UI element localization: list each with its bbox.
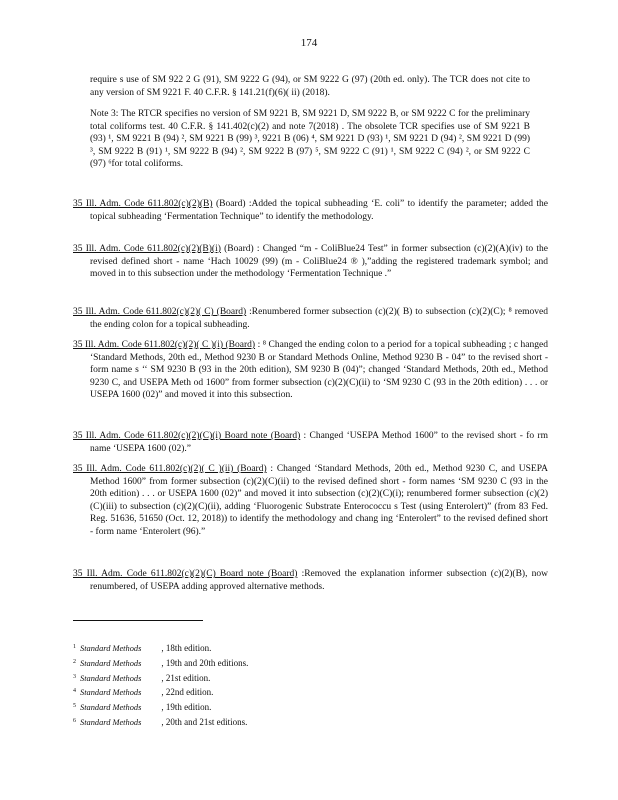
intro-paragraph-1: [90, 74, 530, 99]
footnote: [73, 641, 473, 656]
footnote-number: 5: [73, 703, 76, 710]
entry-text: :Renumbered former subsection (c)(2)( B) to subsection (c)(2)(C); ⁸ removed the ending colon for a topical subheading.: [90, 307, 548, 330]
footnote: [73, 656, 473, 671]
footnote-text: , 18th edition.: [161, 643, 212, 653]
footnote-source: Standard Methods: [80, 703, 142, 713]
entry-text: (Board) : Changed “m - ColiBlue24 Test” in former subsection (c)(2)(A)(iv) to the revised defined short - name ‘Hach 10029 (99) (m - ColiBlue24 ® ),”adding the registered trademark symbol; and moved in to this subsection under the methodology ‘Fermentation Technique .”: [90, 244, 548, 279]
amendment-entry: [73, 243, 548, 281]
footnote-text: , 21st edition.: [161, 672, 211, 683]
amendment-entry: [73, 430, 548, 455]
code-citation: 35 Ill. Adm. Code 611.802(c)(2)(C) Board note (Board): [73, 569, 298, 579]
footnote: [73, 671, 473, 686]
footnote-divider: [73, 620, 203, 621]
intro-paragraph-2: [90, 108, 530, 171]
footnote-number: 1: [73, 644, 76, 650]
code-citation: 35 Ill. Adm. Code 611.802(c)(2)(B)(i): [73, 244, 221, 254]
amendment-entry: [73, 198, 548, 223]
footnotes: [73, 641, 473, 730]
code-citation: 35 Ill. Adm. Code 611.802(c)(2)( C )(i) (Board): [73, 340, 256, 350]
amendment-entry: [73, 306, 548, 331]
code-citation: 35 Ill. Adm. Code 611.802(c)(2)(C)(i) Board note (Board): [73, 431, 301, 441]
code-citation: 35 Ill. Adm. Code 611.802(c)(2)( C )(ii) (Board): [73, 464, 267, 474]
entry-text: :Removed the explanation informer subsection (c)(2)(B), now renumbered, of USEPA adding approved alternative methods.: [90, 569, 548, 592]
footnote: [73, 700, 473, 715]
intro-text-2: Note 3: The RTCR specifies no version of SM 9221 B, SM 9221 D, SM 9222 B, or SM 9222 C for the preliminary total coliforms test. 40 C.F.R. § 141.402(c)(2) and note 7(2018) . The obsolete TCR specifies use of SM 9221 B (93) ¹, SM 9221 B (94) ², SM 9221 B (99) ³, 9221 B (06) ⁴, SM 9221 D (93) ¹, SM 9221 D (94) ², SM 9221 D (99) ³, SM 9222 B (91) ¹, SM 9222 B (94) ², SM 9222 B (97) ⁵, SM 9222 C (91) ¹, SM 9222 C (94) ², or SM 9222 C (97) ⁶for total coliforms.: [90, 109, 530, 169]
footnote-number: 3: [73, 673, 76, 680]
footnote-number: 4: [73, 688, 76, 695]
footnote-text: , 19th edition.: [161, 702, 212, 713]
amendment-entry: [73, 568, 548, 593]
footnote-source: Standard Methods: [80, 644, 142, 653]
footnote-source: Standard Methods: [80, 688, 142, 698]
footnote-text: , 20th and 21st editions.: [161, 716, 248, 727]
intro-text-1: require s use of SM 922 2 G (91), SM 9222 G (94), or SM 9222 G (97) (20th ed. only). The TCR does not cite to any version of SM 9221 F. 40 C.F.R. § 141.21(f)(6)( ii) (2018).: [90, 75, 530, 98]
entry-text: : ⁸ Changed the ending colon to a period for a topical subheading ; c hanged ‘Standard Methods, 20th ed., Method 9230 B or Standard Methods Online, Method 9230 B - 04” to the revised short -form name s ‘‘ SM 9230 B (93 in the 20th edition), SM 9230 B (04)”; changed ‘Standard Methods, 20th ed., Method 9230 C, and USEPA Meth od 1600” from former subsection (c)(2)(C)(ii) to ‘SM 9230 C (93 in the 20th edition) . . . or USEPA 1600 (02)” and moved it into this subsection.: [90, 340, 548, 400]
entry-text: : Changed ‘USEPA Method 1600” to the revised short - fo rm name ‘USEPA 1600 (02).”: [90, 431, 548, 454]
entry-text: : Changed ‘Standard Methods, 20th ed., Method 9230 C, and USEPA Method 1600” from former subsection (c)(2)(C)(ii) to the revised defined short - form names ‘SM 9230 C (93 in the 20th edition) . . . or USEPA 1600 (02)” and moved it into subsection (c)(2)(C)(i); renumbered former subsection (c)(2)(C)(iii) to subsection (c)(2)(C)(ii), adding ‘Fluorogenic Substrate Enterococcu s Test (using Enterolert)” (from 83 Fed. Reg. 51636, 51650 (Oct. 12, 2018)) to identify the methodology and chang ing ‘Enterolert” to the revised defined short - form name ‘Enterolert (96).”: [90, 464, 548, 537]
entry-text: (Board) :Added the topical subheading ‘E. coli” to identify the parameter; added the topical subheading ‘Fermentation Technique” to identify the methodology.: [90, 199, 548, 222]
code-citation: 35 Ill. Adm. Code 611.802(c)(2)( C) (Board): [73, 307, 247, 317]
amendment-entry: [73, 339, 548, 402]
footnote: [73, 685, 473, 700]
footnote: [73, 715, 473, 730]
footnote-text: , 19th and 20th editions.: [161, 657, 249, 668]
footnote-source: Standard Methods: [80, 658, 142, 668]
page-number: 174: [300, 37, 318, 49]
footnote-source: Standard Methods: [80, 673, 142, 683]
code-citation: 35 Ill. Adm. Code 611.802(c)(2)(B): [73, 199, 213, 209]
footnote-number: 6: [73, 717, 76, 724]
footnote-text: , 22nd edition.: [161, 687, 214, 698]
footnote-source: Standard Methods: [80, 717, 142, 727]
amendment-entry: [73, 463, 548, 538]
footnote-number: 2: [73, 658, 76, 665]
